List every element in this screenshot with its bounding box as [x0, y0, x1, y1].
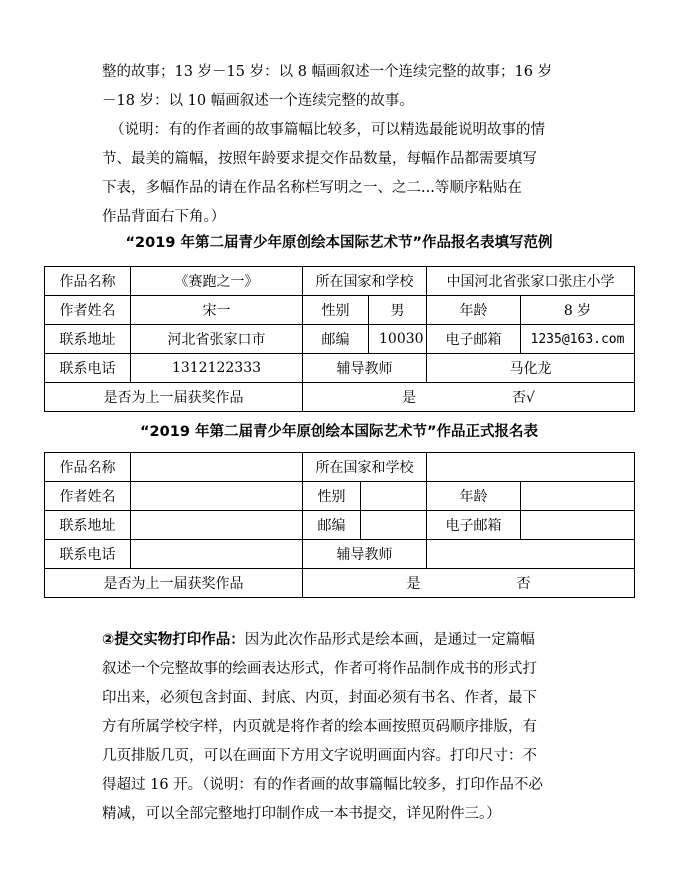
- author-field[interactable]: [131, 482, 303, 511]
- note-line: 下表，多幅作品的请在作品名称栏写明之一、之二...等顺序粘贴在: [102, 180, 522, 196]
- note-line: （说明：有的作者画的故事篇幅比较多，可以精选最能说明故事的情: [110, 122, 545, 138]
- phone-label: 联系电话: [45, 354, 131, 383]
- work-name-label: 作品名称: [45, 267, 131, 296]
- no-option[interactable]: 否: [516, 576, 531, 592]
- prev-award-options: [303, 383, 635, 412]
- official-form-table: [44, 452, 635, 598]
- table-row: [45, 540, 635, 569]
- prev-award-label: 是否为上一届获奖作品: [45, 383, 303, 412]
- age-field[interactable]: [521, 482, 635, 511]
- country-school-field[interactable]: [427, 453, 635, 482]
- table-row: [45, 354, 635, 383]
- intro-line: 整的故事；13 岁－15 岁：以 8 幅画叙述一个连续完整的故事；16 岁: [102, 64, 553, 80]
- table-row: [45, 482, 635, 511]
- table-row: [45, 383, 635, 412]
- submit-heading: ②提交实物打印作品：: [102, 632, 245, 648]
- work-name-field[interactable]: [131, 453, 303, 482]
- sample-form-table: [44, 266, 635, 412]
- country-school-label: 所在国家和学校: [303, 267, 427, 296]
- postcode-field[interactable]: [361, 511, 427, 540]
- table-row: [45, 267, 635, 296]
- author-label: 作者姓名: [45, 482, 131, 511]
- submit-line: 精减，可以全部完整地打印制作成一本书提交，详见附件三。）: [102, 806, 501, 822]
- table-row: [45, 511, 635, 540]
- country-school-label: 所在国家和学校: [303, 453, 427, 482]
- country-school-value: 中国河北省张家口张庄小学: [427, 267, 635, 296]
- phone-label: 联系电话: [45, 540, 131, 569]
- email-value: 1235@163.com: [521, 325, 635, 354]
- teacher-value: 马化龙: [427, 354, 635, 383]
- age-label: 年龄: [427, 296, 521, 325]
- postcode-label: 邮编: [303, 325, 369, 354]
- yes-option: 是: [402, 390, 417, 406]
- submit-line: 因为此次作品形式是绘本画，是通过一定篇幅: [244, 632, 535, 648]
- teacher-label: 辅导教师: [303, 354, 427, 383]
- gender-field[interactable]: [361, 482, 427, 511]
- address-value: 河北省张家口市: [131, 325, 303, 354]
- phone-field[interactable]: [131, 540, 303, 569]
- submit-line: 方有所属学校字样，内页就是将作者的绘本画按照页码顺序排版，有: [102, 719, 537, 735]
- teacher-label: 辅导教师: [303, 540, 427, 569]
- note-line: 作品背面右下角。）: [102, 209, 226, 225]
- work-name-label: 作品名称: [45, 453, 131, 482]
- email-field[interactable]: [521, 511, 635, 540]
- intro-line: －18 岁：以 10 幅画叙述一个连续完整的故事。: [102, 93, 414, 109]
- email-label: 电子邮箱: [427, 325, 521, 354]
- submit-line: 几页排版几页，可以在画面下方用文字说明画面内容。打印尺寸：不: [102, 748, 537, 764]
- age-label: 年龄: [427, 482, 521, 511]
- intro-paragraph: [102, 58, 582, 232]
- table-row: [45, 569, 635, 598]
- sample-form-title: “2019 年第二届青少年原创绘本国际艺术节”作品报名表填写范例: [125, 235, 553, 251]
- address-label: 联系地址: [45, 511, 131, 540]
- table-row: [45, 296, 635, 325]
- postcode-value: 10030: [369, 325, 427, 354]
- official-form-title: “2019 年第二届青少年原创绘本国际艺术节”作品正式报名表: [140, 424, 538, 440]
- gender-label: 性别: [303, 482, 361, 511]
- prev-award-label: 是否为上一届获奖作品: [45, 569, 303, 598]
- yes-option[interactable]: 是: [406, 576, 421, 592]
- gender-value: 男: [369, 296, 427, 325]
- prev-award-options: [303, 569, 635, 598]
- author-value: 宋一: [131, 296, 303, 325]
- no-option: 否√: [512, 390, 535, 406]
- age-value: 8 岁: [521, 296, 635, 325]
- table-row: [45, 453, 635, 482]
- author-label: 作者姓名: [45, 296, 131, 325]
- postcode-label: 邮编: [303, 511, 361, 540]
- submit-line: 印出来，必须包含封面、封底、内页，封面必须有书名、作者，最下: [102, 690, 537, 706]
- submit-line: 得超过 16 开。（说明：有的作者画的故事篇幅比较多，打印作品不必: [102, 777, 543, 793]
- phone-value: 1312122333: [131, 354, 303, 383]
- teacher-field[interactable]: [427, 540, 635, 569]
- submit-paragraph: [102, 626, 582, 829]
- submit-line: 叙述一个完整故事的绘画表达形式，作者可将作品制作成书的形式打: [102, 661, 537, 677]
- table-row: [45, 325, 635, 354]
- address-label: 联系地址: [45, 325, 131, 354]
- address-field[interactable]: [131, 511, 303, 540]
- note-line: 节、最美的篇幅，按照年龄要求提交作品数量，每幅作品都需要填写: [102, 151, 537, 167]
- email-label: 电子邮箱: [427, 511, 521, 540]
- gender-label: 性别: [303, 296, 369, 325]
- work-name-value: 《赛跑之一》: [131, 267, 303, 296]
